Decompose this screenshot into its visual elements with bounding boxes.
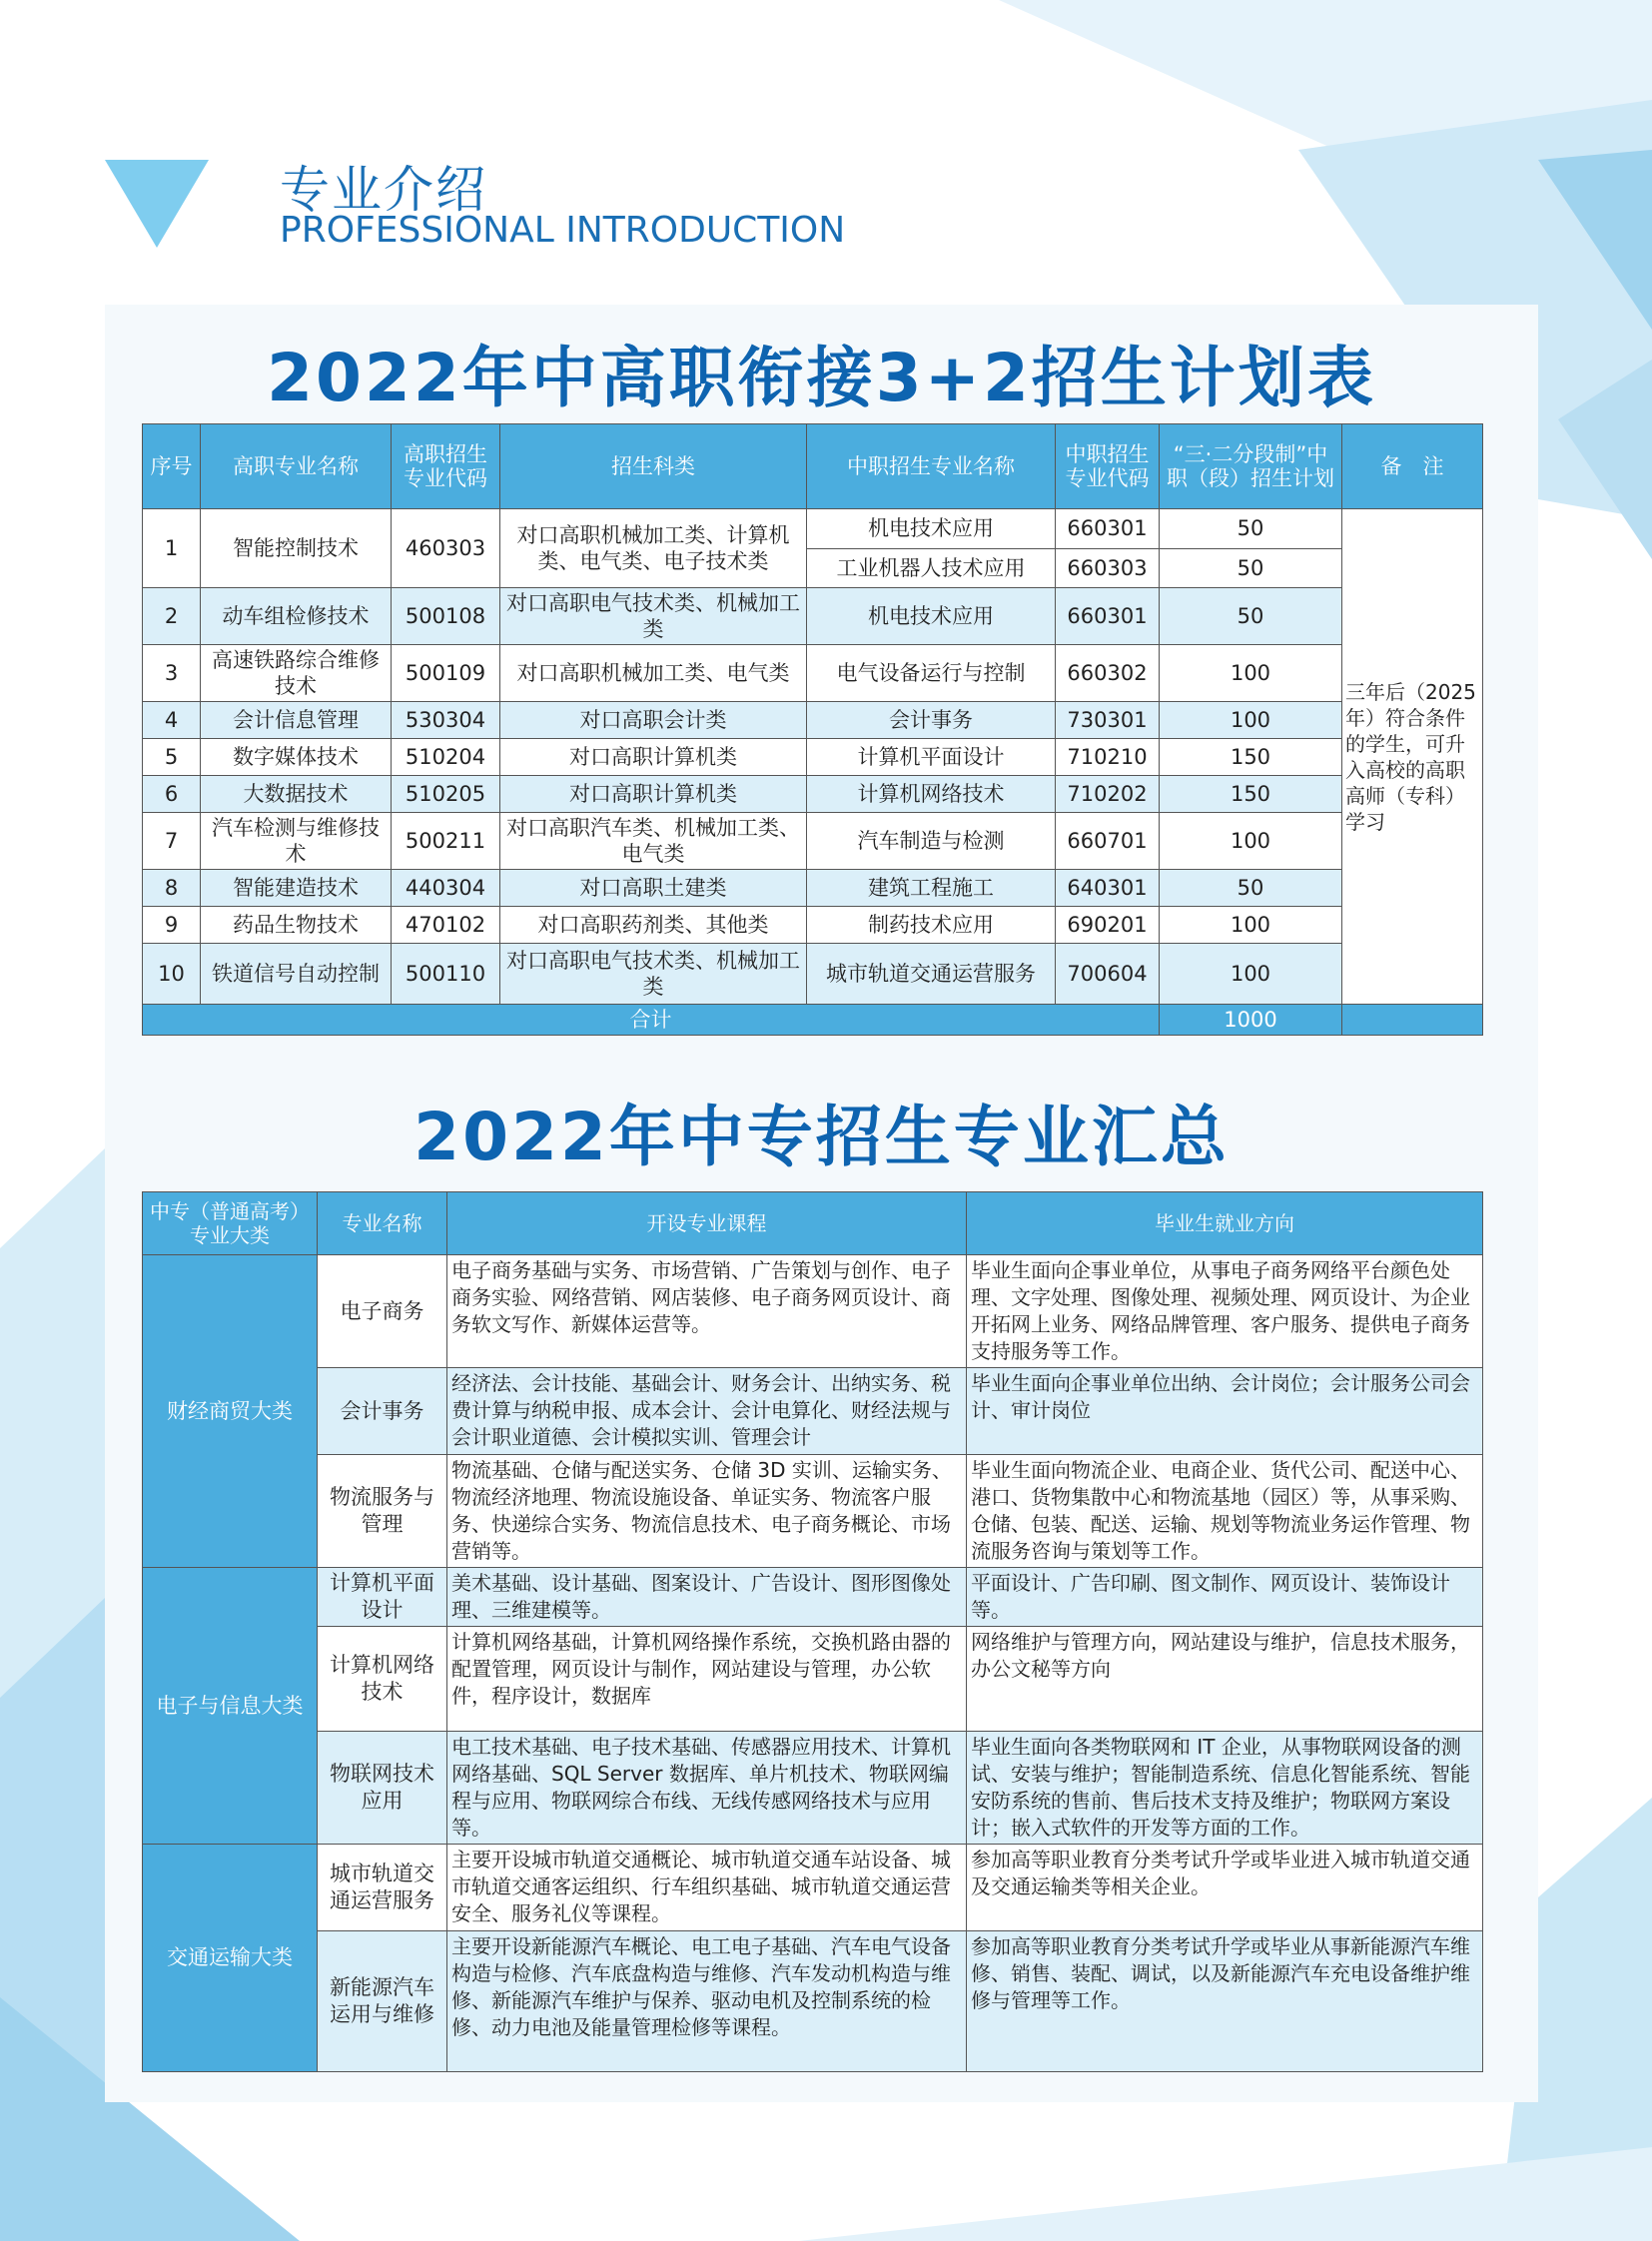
cell-career: 平面设计、广告印刷、图文制作、网页设计、装饰设计等。 <box>967 1568 1483 1627</box>
table-row <box>143 1627 1483 1732</box>
table-row <box>143 776 1483 813</box>
cell-major-name: 物流服务与管理 <box>318 1455 447 1568</box>
table-row <box>143 1931 1483 2072</box>
cell-major-name: 电子商务 <box>318 1255 447 1368</box>
col-header: 毕业生就业方向 <box>967 1192 1483 1255</box>
cell-major: 会计信息管理 <box>201 702 392 739</box>
cell-category: 对口高职药剂类、其他类 <box>500 907 807 944</box>
enrollment-plan-table <box>142 423 1483 1036</box>
cell-mid-major: 电气设备运行与控制 <box>807 645 1056 702</box>
cell-no: 6 <box>143 776 201 813</box>
cell-category: 对口高职会计类 <box>500 702 807 739</box>
cell-major-name: 城市轨道交通运营服务 <box>318 1845 447 1931</box>
cell-mid-major: 制药技术应用 <box>807 907 1056 944</box>
cell-mid-major: 汽车制造与检测 <box>807 813 1056 870</box>
cell-code: 510205 <box>392 776 500 813</box>
cell-code: 500108 <box>392 588 500 645</box>
cell-major-name: 物联网技术应用 <box>318 1732 447 1845</box>
cell-category: 对口高职电气技术类、机械加工类 <box>500 944 807 1005</box>
col-header: 中职招生专业名称 <box>807 424 1056 509</box>
cell-remark: 三年后（2025年）符合条件的学生，可升入高校的高职高师（专科）学习 <box>1342 509 1483 1005</box>
cell-code: 440304 <box>392 870 500 907</box>
total-value: 1000 <box>1160 1005 1342 1036</box>
cell-courses: 主要开设城市轨道交通概论、城市轨道交通车站设备、城市轨道交通客运组织、行车组织基础、城市轨道交通运营安全、服务礼仪等课程。 <box>447 1845 967 1931</box>
cell-no: 8 <box>143 870 201 907</box>
cell-category: 对口高职电气技术类、机械加工类 <box>500 588 807 645</box>
cell-category: 对口高职计算机类 <box>500 739 807 776</box>
cell-major: 智能控制技术 <box>201 509 392 588</box>
cell-mid-major: 城市轨道交通运营服务 <box>807 944 1056 1005</box>
cell-plan: 50 <box>1160 870 1342 907</box>
cell-category: 对口高职机械加工类、电气类 <box>500 645 807 702</box>
major-summary-table <box>142 1191 1483 2072</box>
table-row <box>143 1368 1483 1455</box>
table-row <box>143 1732 1483 1845</box>
cell-category: 对口高职计算机类 <box>500 776 807 813</box>
cell-category: 对口高职机械加工类、计算机类、电气类、电子技术类 <box>500 509 807 588</box>
cell-career: 毕业生面向各类物联网和 IT 企业，从事物联网设备的测试、安装与维护；智能制造系统、信息化智能系统、智能安防系统的售前、售后技术支持及维护；物联网方案设计；嵌入式软件的开发等方面的工作。 <box>967 1732 1483 1845</box>
table-header-row <box>143 1192 1483 1255</box>
table-row <box>143 588 1483 645</box>
cell-mid-major: 机电技术应用 <box>807 588 1056 645</box>
cell-major: 铁道信号自动控制 <box>201 944 392 1005</box>
table-row <box>143 702 1483 739</box>
table-row <box>143 739 1483 776</box>
cell-no: 10 <box>143 944 201 1005</box>
cell-code: 510204 <box>392 739 500 776</box>
col-header: 备 注 <box>1342 424 1483 509</box>
cell-career: 毕业生面向企事业单位出纳、会计岗位；会计服务公司会计、审计岗位 <box>967 1368 1483 1455</box>
cell-no: 3 <box>143 645 201 702</box>
cell-major-name: 会计事务 <box>318 1368 447 1455</box>
cell-mid-code: 660701 <box>1056 813 1160 870</box>
cell-courses: 美术基础、设计基础、图案设计、广告设计、图形图像处理、三维建模等。 <box>447 1568 967 1627</box>
col-header: 招生科类 <box>500 424 807 509</box>
cell-mid-code: 660303 <box>1056 548 1160 588</box>
cell-mid-code: 660301 <box>1056 509 1160 549</box>
header-triangle-icon <box>105 160 215 250</box>
cell-mid-code: 700604 <box>1056 944 1160 1005</box>
total-empty <box>1342 1005 1483 1036</box>
cell-mid-code: 690201 <box>1056 907 1160 944</box>
cell-plan: 150 <box>1160 739 1342 776</box>
col-header: 高职专业名称 <box>201 424 392 509</box>
cell-category: 电子与信息大类 <box>143 1568 318 1845</box>
cell-category: 对口高职汽车类、机械加工类、电气类 <box>500 813 807 870</box>
total-label: 合计 <box>143 1005 1160 1036</box>
col-header: 开设专业课程 <box>447 1192 967 1255</box>
table-row <box>143 907 1483 944</box>
cell-code: 500109 <box>392 645 500 702</box>
cell-code: 500211 <box>392 813 500 870</box>
cell-mid-major: 建筑工程施工 <box>807 870 1056 907</box>
cell-courses: 主要开设新能源汽车概论、电工电子基础、汽车电气设备构造与检修、汽车底盘构造与维修、汽车发动机构造与维修、新能源汽车维护与保养、驱动电机及控制系统的检修、动力电池及能量管理检修等课程。 <box>447 1931 967 2072</box>
cell-category: 交通运输大类 <box>143 1845 318 2072</box>
cell-mid-code: 710210 <box>1056 739 1160 776</box>
cell-no: 9 <box>143 907 201 944</box>
cell-major: 汽车检测与维修技术 <box>201 813 392 870</box>
total-row <box>143 1005 1483 1036</box>
table-row <box>143 509 1483 549</box>
cell-major: 高速铁路综合维修技术 <box>201 645 392 702</box>
cell-major: 智能建造技术 <box>201 870 392 907</box>
cell-mid-major: 计算机平面设计 <box>807 739 1056 776</box>
cell-courses: 计算机网络基础，计算机网络操作系统，交换机路由器的配置管理，网页设计与制作，网站建设与管理，办公软件，程序设计，数据库 <box>447 1627 967 1732</box>
table2-title: 2022年中专招生专业汇总 <box>413 1099 1230 1175</box>
cell-plan: 100 <box>1160 702 1342 739</box>
cell-major: 动车组检修技术 <box>201 588 392 645</box>
cell-major-name: 新能源汽车运用与维修 <box>318 1931 447 2072</box>
cell-code: 460303 <box>392 509 500 588</box>
cell-plan: 150 <box>1160 776 1342 813</box>
cell-mid-code: 730301 <box>1056 702 1160 739</box>
cell-courses: 物流基础、仓储与配送实务、仓储 3D 实训、运输实务、物流经济地理、物流设施设备、单证实务、物流客户服务、快递综合实务、物流信息技术、电子商务概论、市场营销等。 <box>447 1455 967 1568</box>
col-header: 高职招生专业代码 <box>392 424 500 509</box>
cell-major: 药品生物技术 <box>201 907 392 944</box>
cell-no: 2 <box>143 588 201 645</box>
col-header: 专业名称 <box>318 1192 447 1255</box>
table-row <box>143 1568 1483 1627</box>
cell-courses: 经济法、会计技能、基础会计、财务会计、出纳实务、税费计算与纳税申报、成本会计、会计电算化、财经法规与会计职业道德、会计模拟实训、管理会计 <box>447 1368 967 1455</box>
cell-code: 530304 <box>392 702 500 739</box>
cell-plan: 100 <box>1160 907 1342 944</box>
cell-mid-code: 660302 <box>1056 645 1160 702</box>
cell-major-name: 计算机平面设计 <box>318 1568 447 1627</box>
table-row <box>143 645 1483 702</box>
table-row <box>143 944 1483 1005</box>
cell-career: 参加高等职业教育分类考试升学或毕业进入城市轨道交通及交通运输类等相关企业。 <box>967 1845 1483 1931</box>
cell-career: 毕业生面向企事业单位，从事电子商务网络平台颜色处理、文字处理、图像处理、视频处理、网页设计、为企业开拓网上业务、网络品牌管理、客户服务、提供电子商务支持服务等工作。 <box>967 1255 1483 1368</box>
cell-mid-major: 会计事务 <box>807 702 1056 739</box>
cell-major-name: 计算机网络技术 <box>318 1627 447 1732</box>
col-header: 序号 <box>143 424 201 509</box>
cell-no: 4 <box>143 702 201 739</box>
table-row <box>143 870 1483 907</box>
cell-career: 网络维护与管理方向，网站建设与维护，信息技术服务，办公文秘等方向 <box>967 1627 1483 1732</box>
cell-courses: 电工技术基础、电子技术基础、传感器应用技术、计算机网络基础、SQL Server 数据库、单片机技术、物联网编程与应用、物联网综合布线、无线传感网络技术与应用等。 <box>447 1732 967 1845</box>
cell-category: 对口高职土建类 <box>500 870 807 907</box>
table-row <box>143 1845 1483 1931</box>
cell-no: 5 <box>143 739 201 776</box>
cell-mid-code: 640301 <box>1056 870 1160 907</box>
cell-plan: 50 <box>1160 548 1342 588</box>
cell-major: 大数据技术 <box>201 776 392 813</box>
cell-plan: 50 <box>1160 588 1342 645</box>
table-header-row <box>143 424 1483 509</box>
col-header: “三·二分段制”中职（段）招生计划 <box>1160 424 1342 509</box>
cell-mid-major: 工业机器人技术应用 <box>807 548 1056 588</box>
cell-no: 1 <box>143 509 201 588</box>
cell-plan: 50 <box>1160 509 1342 549</box>
cell-mid-major: 计算机网络技术 <box>807 776 1056 813</box>
table-row <box>143 1255 1483 1368</box>
table-row <box>143 813 1483 870</box>
section-title-en: PROFESSIONAL INTRODUCTION <box>280 210 846 251</box>
table-row <box>143 1455 1483 1568</box>
cell-code: 470102 <box>392 907 500 944</box>
cell-no: 7 <box>143 813 201 870</box>
cell-plan: 100 <box>1160 645 1342 702</box>
cell-career: 毕业生面向物流企业、电商企业、货代公司、配送中心、港口、货物集散中心和物流基地（园区）等，从事采购、仓储、包装、配送、运输、规划等物流业务运作管理、物流服务咨询与策划等工作。 <box>967 1455 1483 1568</box>
cell-plan: 100 <box>1160 944 1342 1005</box>
cell-plan: 100 <box>1160 813 1342 870</box>
table1-title: 2022年中高职衔接3+2招生计划表 <box>267 340 1376 416</box>
cell-category: 财经商贸大类 <box>143 1255 318 1568</box>
cell-mid-code: 710202 <box>1056 776 1160 813</box>
cell-courses: 电子商务基础与实务、市场营销、广告策划与创作、电子商务实验、网络营销、网店装修、电子商务网页设计、商务软文写作、新媒体运营等。 <box>447 1255 967 1368</box>
cell-career: 参加高等职业教育分类考试升学或毕业从事新能源汽车维修、销售、装配、调试，以及新能源汽车充电设备维护维修与管理等工作。 <box>967 1931 1483 2072</box>
cell-code: 500110 <box>392 944 500 1005</box>
cell-major: 数字媒体技术 <box>201 739 392 776</box>
col-header: 中专（普通高考）专业大类 <box>143 1192 318 1255</box>
col-header: 中职招生专业代码 <box>1056 424 1160 509</box>
section-title-cn: 专业介绍 <box>280 161 487 219</box>
cell-mid-code: 660301 <box>1056 588 1160 645</box>
cell-mid-major: 机电技术应用 <box>807 509 1056 549</box>
